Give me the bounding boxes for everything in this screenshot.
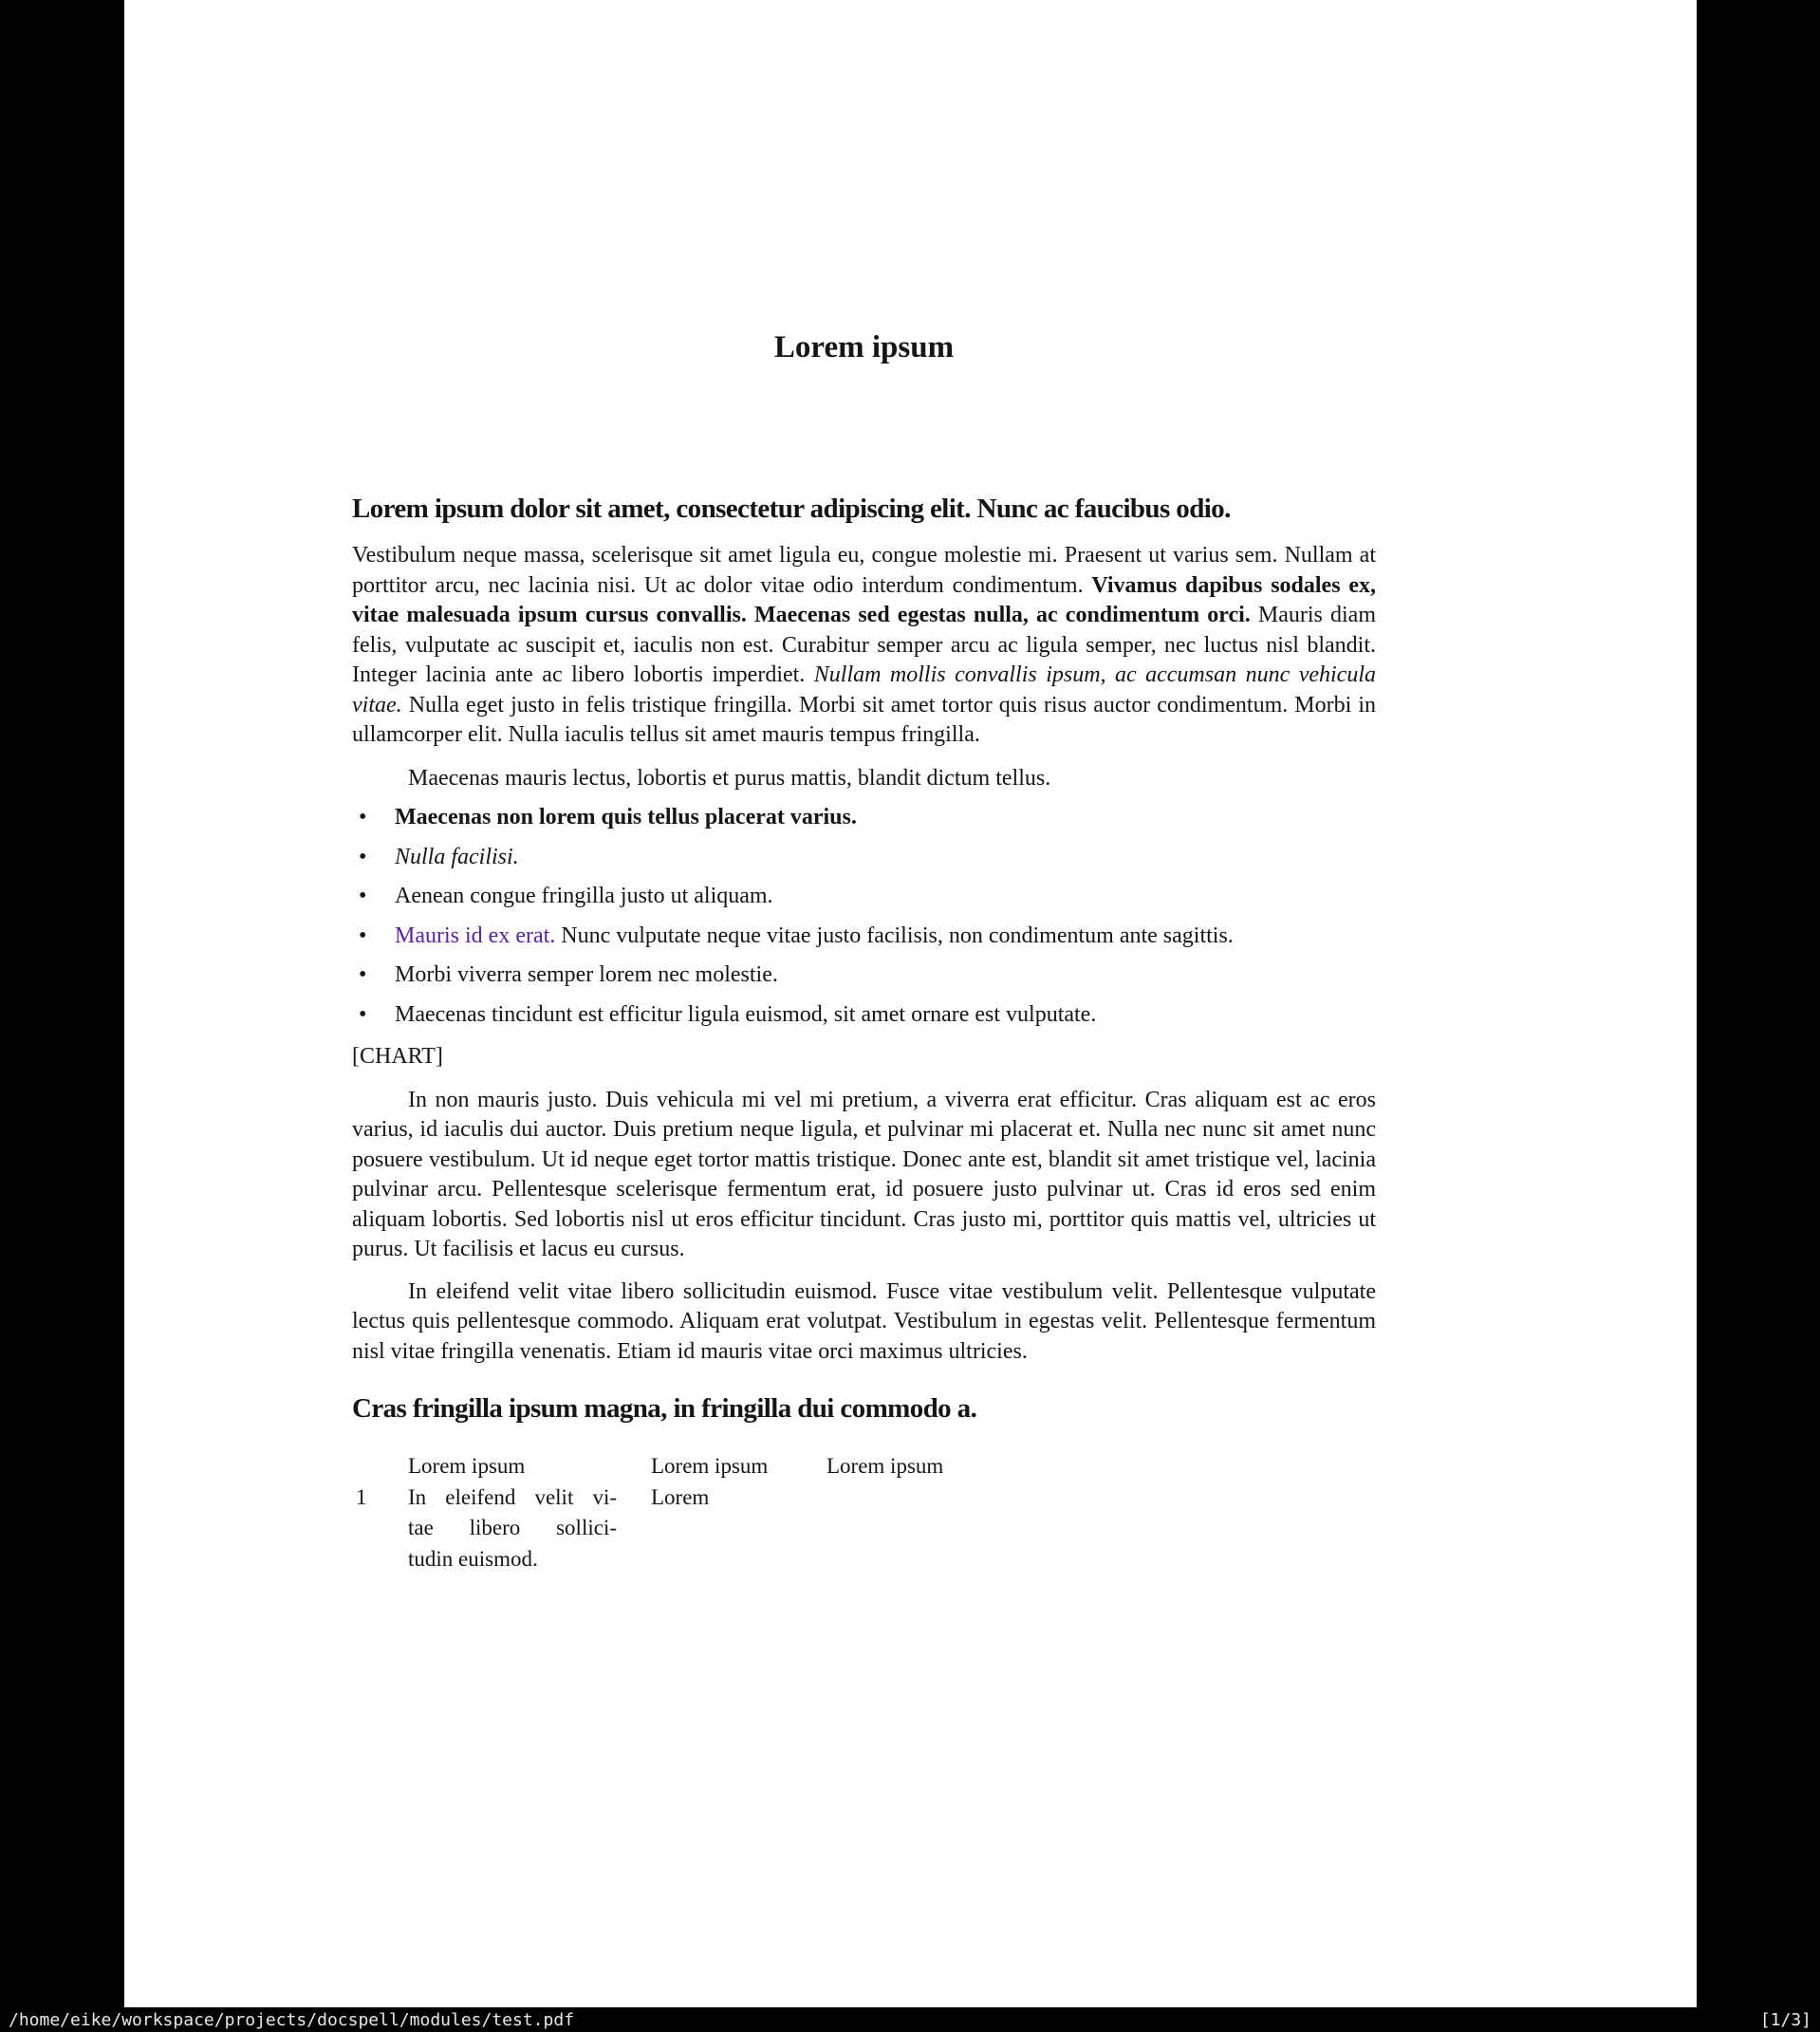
bullet-marker-icon: •: [359, 1001, 367, 1027]
bullet-item-text: [395, 803, 1376, 833]
text-run: Morbi viverra semper lorem nec molestie.: [395, 962, 778, 987]
bullet-list-item: [352, 803, 1376, 833]
bullet-marker-icon: •: [359, 962, 367, 987]
italic-text: Nullam mollis convallis ipsum, ac accumsan nunc vehicula vitae.: [352, 662, 1376, 718]
bullet-marker-icon: •: [359, 923, 367, 948]
paragraph-4: In eleifend velit vitae libero sollicitudin euismod. Fusce vitae vestibulum velit. Pellentesque vulputate lectus quis pellentesque commodo. Aliquam erat volutpat. Vestibulum in egestas velit. Pellentesque fermentum nisl vitae fringilla venenatis. Etiam id mauris vitae orci maximus ultricies.: [352, 1278, 1376, 1364]
table-cell: [408, 1482, 617, 1575]
table-cell: Lorem: [651, 1484, 710, 1509]
text-run: Maecenas tincidunt est efficitur ligula euismod, sit amet ornare est vulputate.: [395, 1001, 1097, 1027]
bullet-list-item: [352, 843, 1376, 873]
paragraph-1: [352, 541, 1376, 751]
bullet-list-item: [352, 922, 1376, 952]
statusbar: [0, 2007, 1820, 2032]
document-title: Lorem ipsum: [773, 330, 955, 364]
text-run: Aenean congue fringilla justo ut aliquam.: [395, 884, 773, 908]
table-header-cell: Lorem ipsum: [651, 1454, 769, 1478]
bold-text: Maecenas non lorem quis tellus placerat varius.: [395, 805, 857, 830]
text-run: Vestibulum neque massa, scelerisque sit amet ligula eu, congue molestie mi. Praesent ut varius sem. Nullam at porttitor arcu, nec lacinia nisi. Ut ac dolor vitae odio interdum condimentum.: [352, 543, 1376, 598]
italic-text: Nulla facilisi.: [395, 844, 519, 869]
pdf-link[interactable]: Mauris id ex erat.: [395, 923, 556, 948]
table-cell-line: In eleifend velit vi-: [408, 1484, 617, 1509]
statusbar-filepath: /home/eike/workspace/projects/docspell/modules/test.pdf: [9, 2009, 575, 2030]
chart-placeholder: [CHART]: [352, 1044, 443, 1069]
table-header-row: [352, 1451, 1376, 1482]
table-cell-line: tudin euismod.: [408, 1546, 538, 1571]
paragraph-2: Maecenas mauris lectus, lobortis et purus mattis, blandit dictum tellus.: [408, 765, 1051, 791]
bullet-item-text: [395, 1000, 1376, 1031]
text-run: Nunc vulputate neque vitae justo facilisis, non condimentum ante sagittis.: [555, 923, 1234, 948]
statusbar-page-indicator: [1/3]: [1759, 2009, 1811, 2030]
bullet-item-text: [395, 882, 1376, 912]
paragraph-3: In non mauris justo. Duis vehicula mi vel mi pretium, a viverra erat efficitur. Cras aliquam est ac eros varius, id iaculis dui auctor. Duis pretium neque ligula, et pulvinar mi placerat et. Nulla nec nunc sit amet nunc posuere vestibulum. Ut id neque eget tortor mattis tristique. Donec ante est, blandit sit amet tristique vel, lacinia pulvinar arcu. Pellentesque scelerisque fermentum erat, id posuere justo pulvinar ut. Cras id eros sed enim aliquam lobortis. Sed lobortis nisl ut eros efficitur tincidunt. Cras justo mi, porttitor quis mattis vel, ultricies ut purus. Ut facilisis et lacus eu cursus.: [352, 1087, 1376, 1261]
table-header-cell: Lorem ipsum: [408, 1454, 526, 1478]
bullet-list-item: [352, 1000, 1376, 1031]
table-cell: [826, 1482, 1376, 1483]
text-run: Mauris diam felis, vulputate ac suscipit et, iaculis non est. Curabitur semper arcu ac ligula semper, nec luctus nisl blandit. Integer lacinia ante ac libero lobortis imperdiet.: [352, 603, 1377, 687]
text-run: Nulla eget justo in felis tristique fringilla. Morbi sit amet tortor quis risus auctor condimentum. Morbi in ullamcorper elit. Nulla iaculis tellus sit amet mauris tempus fringilla.: [352, 692, 1376, 747]
subsection-heading: Cras fringilla ipsum magna, in fringilla dui commodo a.: [352, 1393, 977, 1424]
bullet-item-text: [395, 960, 1376, 991]
document-table: [352, 1451, 1376, 1575]
section-heading: Lorem ipsum dolor sit amet, consectetur adipiscing elit. Nunc ac faucibus odio.: [352, 494, 1231, 524]
bullet-marker-icon: •: [359, 805, 367, 830]
table-row-number: 1: [356, 1484, 367, 1509]
bullet-marker-icon: •: [359, 844, 367, 869]
bold-text: Vivamus dapibus sodales ex, vitae malesuada ipsum cursus convallis. Maecenas sed egestas nulla, ac condimentum orci.: [352, 572, 1376, 627]
table-header-cell: Lorem ipsum: [826, 1454, 944, 1478]
document-text-block: [352, 0, 1376, 1575]
bullet-item-text: [395, 843, 1376, 873]
bullet-list: [352, 803, 1376, 1030]
bullet-marker-icon: •: [359, 884, 367, 908]
bullet-list-item: [352, 960, 1376, 991]
pdf-page[interactable]: [124, 0, 1697, 2007]
bullet-item-text: [395, 922, 1376, 952]
table-row: [352, 1482, 1376, 1575]
bullet-list-item: [352, 882, 1376, 912]
table-cell-line: tae libero sollici-: [408, 1516, 617, 1539]
